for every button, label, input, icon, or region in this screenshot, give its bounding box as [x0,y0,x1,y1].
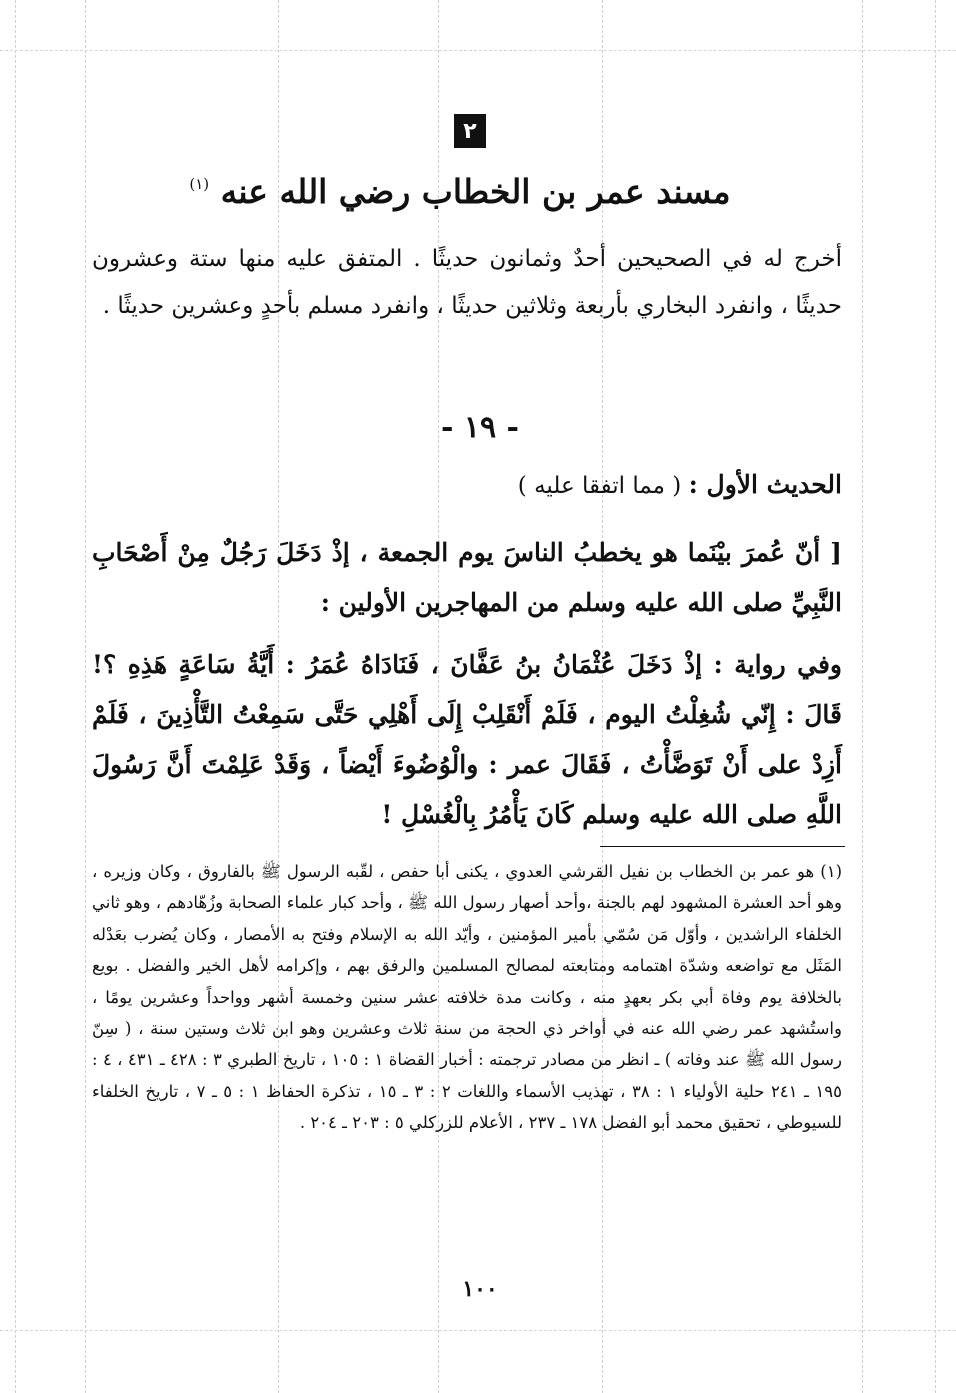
hadith-heading [92,470,842,499]
chapter-number: ٢ [463,118,477,144]
footnote-text: (١) هو عمر بن الخطاب بن نفيل القرشي العدوي ، يكنى أبا حفص ، لقّبه الرسول ﷺ بالفاروق ، وكان وزيره ، وهو أحد العشرة المشهود لهم بالجنة ،وأحد أصهار رسول الله ﷺ ، وأحد كبار علماء الصحابة وزُهّادهم ، وهو ثاني الخلفاء الراشدين ، وأوّل مَن سُمّي بأمير المؤمنين ، وأيّد الله به الإسلام وفتح به الأمصار ، وكان يُضرب بعَدْله المَثَل مع تواضعه وشدّة اهتمامه ومتابعته لمصالح المسلمين والرفق بهم ، وإكرامه لأهل الخير والفضل . بويع بالخلافة يوم وفاة أبي بكر بعهدٍ منه ، وكانت مدة خلافته عشر سنين وخمسة أشهر وواحداً وعشرين يومًا ، واستُشهد عمر رضي الله عنه في أواخر ذي الحجة من سنة ثلاث وعشرين وهو ابن ثلاث وستين سنة ، ( سِنّ رسول الله ﷺ عند وفاته ) ـ انظر من مصادر ترجمته : أخبار القضاة ١ : ١٠٥ ، تاريخ الطبري ٣ : ٤٢٨ ـ ٤٣١ ، ٤ : ١٩٥ ـ ٢٤١ حلية الأولياء ١ : ٣٨ ، تهذيب الأسماء واللغات ٢ : ٣ ـ ١٥ ، تذكرة الحفاظ ١ : ٥ ـ ٧ ، تاريخ الخلفاء للسيوطي ، تحقيق محمد أبو الفضل ١٧٨ ـ ٢٣٧ ، الأعلام للزركلي ٥ : ٢٠٣ ـ ٢٠٤ . [92,862,842,1133]
section-number: - ١٩ - [440,410,520,445]
page-title [180,172,740,211]
margin-guide-line [85,0,86,1393]
footnote-separator [600,846,845,847]
riwaya-text: وفي رواية : إذْ دَخَلَ عُثْمَانُ بنُ عَفَّانَ ، فَنَادَاهُ عُمَرُ : أَيَّةُ سَاعَةٍ هَذِهِ ؟! قَالَ : إِنّي شُغِلْتُ اليوم ، فَلَمْ أَنْقَلِبْ إِلَى أَهْلِي حَتَّى سَمِعْتُ التَّأْذِينَ ، فَلَمْ أَزِدْ على أَنْ تَوَضَّأْتُ ، فَقَالَ عمر : والْوُضُوءَ أَيْضاً ، وَقَدْ عَلِمْتَ أَنَّ رَسُولَ اللَّهِ صلى الله عليه وسلم كَانَ يَأْمُرُ بِالْغُسْلِ ! [92,650,842,829]
hadith-heading-note: ( مما اتفقا عليه ) [517,473,682,499]
hadith-text: [ أنّ عُمرَ بيْنَما هو يخطبُ الناسَ يوم الجمعة ، إذْ دَخَلَ رَجُلٌ مِنْ أَصْحَابِ النَّبِيِّ صلى الله عليه وسلم من المهاجرين الأولين : [92,538,842,617]
chapter-number-badge [454,114,486,148]
page-number: ١٠٠ [462,1276,498,1302]
margin-guide-line [935,0,936,1393]
intro-paragraph: أخرج له في الصحيحين أحدٌ وثمانون حديثًا . المتفق عليه منها ستة وعشرون حديثًا ، وانفرد البخاري بأربعة وثلاثين حديثًا ، وانفرد مسلم بأحدٍ وعشرين حديثًا . [92,246,842,319]
title-footnote-marker: (١) [189,175,210,193]
margin-guide-line [0,1330,956,1331]
margin-guide-line [0,50,956,51]
title-text: مسند عمر بن الخطاب رضي الله عنه [220,172,731,211]
margin-guide-line [862,0,863,1393]
hadith-heading-label: الحديث الأول : [688,470,842,499]
margin-guide-line [15,0,16,1393]
